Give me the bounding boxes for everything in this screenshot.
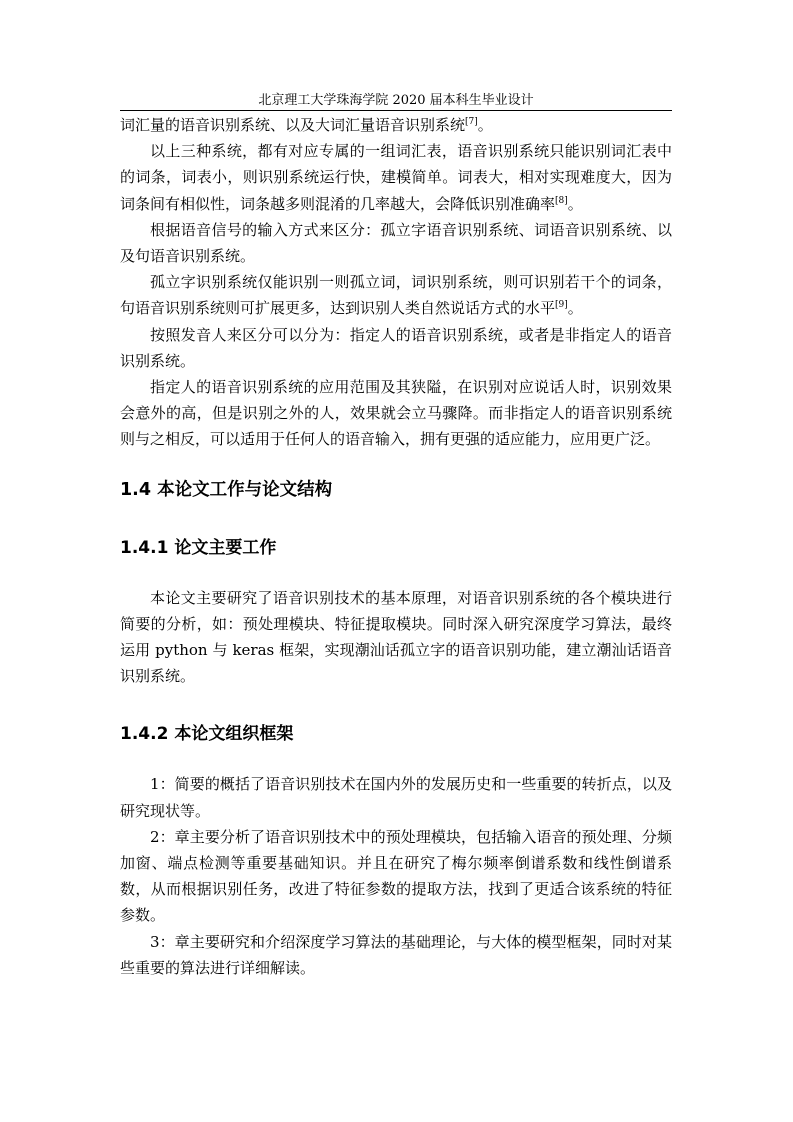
framework-item-1: 1：简要的概括了语音识别技术在国内外的发展历史和一些重要的转折点，以及研究现状等。	[120, 775, 672, 820]
paragraph-2: 以上三种系统，都有对应专属的一组词汇表，语音识别系统只能识别词汇表中的词条，词表小，则识别系统运行快，建模简单。词表大，相对实现难度大，因为词条间有相似性，词条越多则混淆的几率越大，会降低识别准确率[8]。	[120, 142, 672, 213]
section-heading-1-4-1: 1.4.1 论文主要工作	[120, 537, 277, 558]
section-heading-1-4-2: 1.4.2 本论文组织框架	[120, 724, 294, 745]
paragraph-5: 按照发音人来区分可以分为：指定人的语音识别系统，或者是非指定人的语音识别系统。	[120, 325, 672, 370]
framework-item-3: 3：章主要研究和介绍深度学习算法的基础理论，与大体的模型框架，同时对某些重要的算法进行详细解读。	[120, 932, 672, 977]
paragraph-main-work: 本论文主要研究了语音识别技术的基本原理，对语音识别系统的各个模块进行简要的分析，如：预处理模块、特征提取模块。同时深入研究深度学习算法，最终运用 python 与 keras 框架，实现潮汕话孤立字的语音识别功能，建立潮汕话语音识别系统。	[120, 588, 672, 686]
paragraph-3: 根据语音信号的输入方式来区分：孤立字语音识别系统、词语音识别系统、以及句语音识别系统。	[120, 220, 672, 266]
section-heading-1-4: 1.4 本论文工作与论文结构	[120, 479, 333, 500]
paragraph-1: 词汇量的语音识别系统、以及大词汇量语音识别系统[7]。	[120, 116, 493, 134]
citation-9[interactable]: [9]	[555, 300, 568, 311]
paragraph-4: 孤立字识别系统仅能识别一则孤立词，词识别系统，则可识别若干个的词条，句语音识别系统则可扩展更多，达到识别人类自然说话方式的水平[9]。	[120, 273, 672, 318]
header-rule	[120, 110, 672, 111]
page-body	[120, 112, 672, 981]
running-header: 北京理工大学珠海学院 2020 届本科生毕业设计	[258, 93, 534, 108]
citation-8[interactable]: [8]	[555, 195, 568, 206]
citation-7[interactable]: [7]	[465, 117, 478, 127]
paragraph-6: 指定人的语音识别系统的应用范围及其狭隘，在识别对应说话人时，识别效果会意外的高，但是识别之外的人，效果就会立马骤降。而非指定人的语音识别系统则与之相反，可以适用于任何人的语音输入，拥有更强的适应能力，应用更广泛。	[120, 378, 672, 449]
framework-item-2: 2：章主要分析了语音识别技术中的预处理模块，包括输入语音的预处理、分频加窗、端点检测等重要基础知识。并且在研究了梅尔频率倒谱系数和线性倒谱系数，从而根据识别任务，改进了特征参数的提取方法，找到了更适合该系统的特征参数。	[120, 827, 672, 925]
